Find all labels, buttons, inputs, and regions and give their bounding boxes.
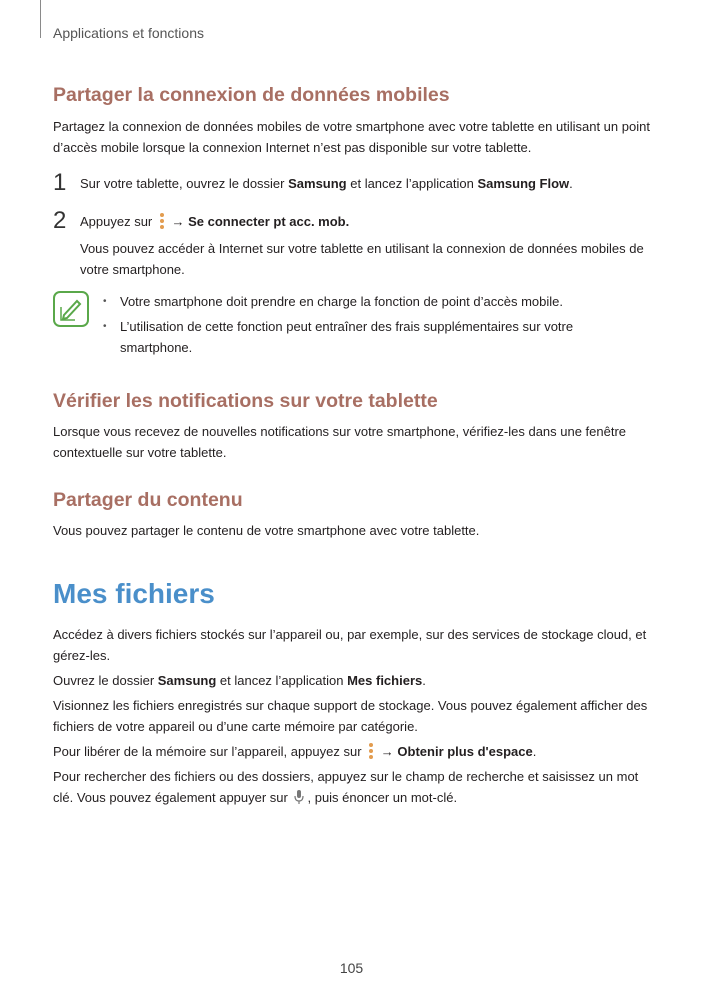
section-title: Partager du contenu	[53, 489, 243, 511]
text: , puis énoncer un mot-clé.	[307, 790, 458, 805]
bold-text: Samsung	[157, 673, 217, 688]
paragraph	[53, 741, 653, 762]
text: .	[532, 744, 537, 759]
step-bold: Se connecter pt acc. mob.	[188, 214, 350, 229]
step-number: 2	[53, 207, 67, 234]
step-number: 1	[53, 169, 67, 196]
section-notifications	[53, 390, 653, 463]
section-share-content	[53, 489, 653, 541]
step-1	[80, 173, 652, 194]
bold-text: Obtenir plus d'espace	[397, 744, 533, 759]
corner-line	[40, 0, 41, 38]
text: .	[422, 673, 426, 688]
text: Ouvrez le dossier	[53, 673, 158, 688]
paragraph	[53, 766, 653, 808]
microphone-icon	[293, 789, 305, 805]
step-text: Appuyez sur	[80, 214, 156, 229]
step-description: Vous pouvez accéder à Internet sur votre tablette en utilisant la connexion de données mobiles de votre smartphone.	[80, 241, 644, 277]
section-title: Vérifier les notifications sur votre tablette	[53, 390, 438, 412]
note-item: • L’utilisation de cette fonction peut entraîner des frais supplémentaires sur votre smartphone.	[103, 316, 643, 358]
bold-text: Mes fichiers	[347, 673, 423, 688]
step-2	[80, 211, 652, 280]
paragraph: Visionnez les fichiers enregistrés sur chaque support de stockage. Vous pouvez également afficher des fichiers de votre appareil ou d’une carte mémoire par catégorie.	[53, 698, 648, 734]
section-share-data	[53, 84, 653, 158]
section-text: Lorsque vous recevez de nouvelles notifications sur votre smartphone, vérifiez-les dans une fenêtre contextuelle sur votre tablette.	[53, 424, 627, 460]
section-text: Vous pouvez partager le contenu de votre smartphone avec votre tablette.	[53, 523, 480, 538]
step-text: .	[569, 176, 573, 191]
step-bold: Samsung Flow	[477, 176, 570, 191]
paragraph	[53, 670, 653, 691]
section-my-files	[53, 624, 653, 808]
step-instruction	[80, 211, 652, 232]
paragraph: Accédez à divers fichiers stockés sur l’appareil ou, par exemple, sur des services de stockage cloud, et gérez-les.	[53, 627, 647, 663]
more-options-icon	[367, 742, 375, 760]
text: Pour rechercher des fichiers ou des dossiers, appuyez sur le champ de recherche et saisissez un mot clé. Vous pouvez également appuyer sur	[53, 769, 639, 805]
page-number: 105	[339, 960, 364, 976]
text: et lancez l’application	[216, 673, 348, 688]
step-text: et lancez l’application	[346, 176, 478, 191]
section-intro: Partagez la connexion de données mobiles de votre smartphone avec votre tablette en utilisant un point d’accès mobile lorsque la connexion Internet n’est pas disponible sur votre tablette.	[53, 119, 650, 155]
page-header: Applications et fonctions	[53, 25, 204, 41]
note-list	[103, 291, 643, 362]
more-options-icon	[158, 212, 166, 230]
chapter-title: Mes fichiers	[53, 578, 215, 609]
note-pencil-icon	[53, 291, 89, 327]
note-item: • Votre smartphone doit prendre en charge la fonction de point d’accès mobile.	[103, 291, 643, 312]
arrow: →	[380, 744, 394, 759]
step-bold: Samsung	[288, 176, 347, 191]
step-text: Sur votre tablette, ouvrez le dossier	[80, 176, 289, 191]
arrow: →	[171, 214, 185, 229]
text: Pour libérer de la mémoire sur l’appareil, appuyez sur	[53, 744, 366, 759]
section-title: Partager la connexion de données mobiles	[53, 84, 450, 106]
